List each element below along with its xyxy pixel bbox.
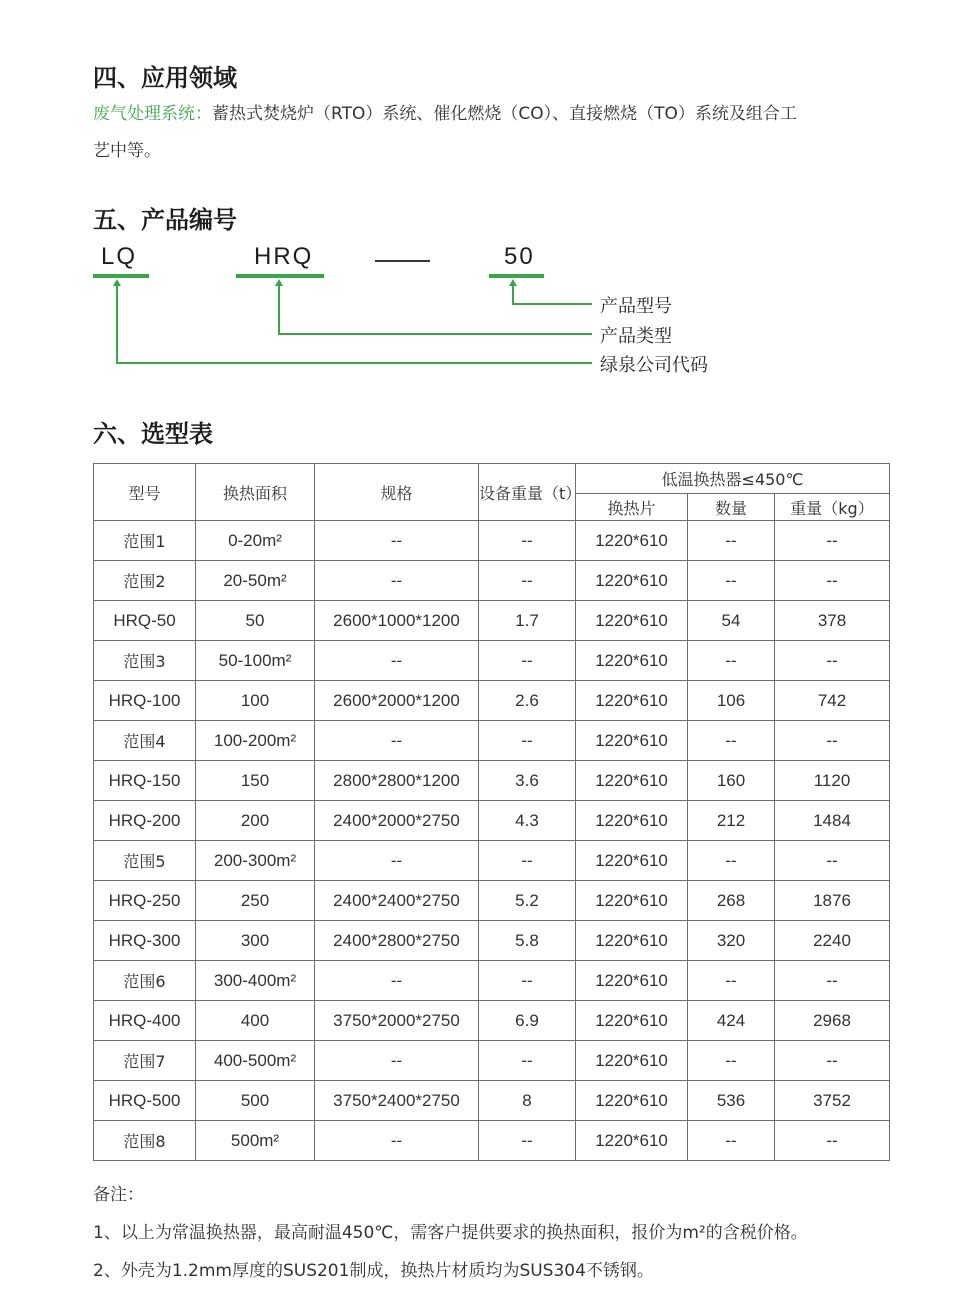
cell-weight: -- — [479, 841, 576, 881]
cell-model: HRQ-250 — [94, 881, 196, 921]
cell-weight: 6.9 — [479, 1001, 576, 1041]
cell-qty: -- — [688, 641, 775, 681]
cell-weight: 1.7 — [479, 601, 576, 641]
cell-spec: -- — [315, 1041, 479, 1081]
cell-area: 200 — [196, 801, 315, 841]
cell-weight: 5.2 — [479, 881, 576, 921]
cell-weight: -- — [479, 721, 576, 761]
code-part-company-underline — [93, 274, 149, 278]
cell-area: 500 — [196, 1081, 315, 1121]
cell-area: 20-50m² — [196, 561, 315, 601]
selection-table — [93, 463, 890, 1161]
cell-weight: 8 — [479, 1081, 576, 1121]
header-qty: 数量 — [688, 494, 775, 521]
cell-area: 250 — [196, 881, 315, 921]
cell-weight: -- — [479, 1041, 576, 1081]
cell-plate: 1220*610 — [576, 1041, 688, 1081]
cell-area: 300 — [196, 921, 315, 961]
table-row — [94, 521, 890, 561]
label-company-code: 绿泉公司代码 — [600, 355, 708, 376]
table-row — [94, 601, 890, 641]
table-row — [94, 921, 890, 961]
cell-plate: 1220*610 — [576, 561, 688, 601]
code-separator-dash — [375, 260, 430, 262]
cell-plate: 1220*610 — [576, 601, 688, 641]
cell-plate-weight: 1876 — [775, 881, 890, 921]
cell-qty: 54 — [688, 601, 775, 641]
cell-qty: 106 — [688, 681, 775, 721]
cell-qty: -- — [688, 1041, 775, 1081]
cell-weight: 5.8 — [479, 921, 576, 961]
cell-model: 范围5 — [94, 841, 196, 881]
cell-model: 范围4 — [94, 721, 196, 761]
cell-spec: -- — [315, 521, 479, 561]
cell-plate-weight: 2240 — [775, 921, 890, 961]
cell-weight: 4.3 — [479, 801, 576, 841]
section-6-title: 六、选型表 — [93, 420, 213, 448]
cell-area: 200-300m² — [196, 841, 315, 881]
connector-type-v — [278, 284, 280, 334]
table-row — [94, 1081, 890, 1121]
cell-plate-weight: -- — [775, 841, 890, 881]
header-low-temp-group: 低温换热器≤450℃ — [576, 464, 890, 494]
cell-weight: 3.6 — [479, 761, 576, 801]
cell-area: 0-20m² — [196, 521, 315, 561]
cell-plate-weight: -- — [775, 641, 890, 681]
cell-weight: -- — [479, 961, 576, 1001]
header-spec: 规格 — [315, 464, 479, 521]
header-weight: 设备重量（t） — [479, 464, 576, 521]
cell-area: 50-100m² — [196, 641, 315, 681]
cell-qty: 268 — [688, 881, 775, 921]
cell-plate: 1220*610 — [576, 1081, 688, 1121]
application-text-line1: 蓄热式焚烧炉（RTO）系统、催化燃烧（CO）、直接燃烧（TO）系统及组合工 — [212, 104, 797, 124]
table-row — [94, 881, 890, 921]
table-row — [94, 961, 890, 1001]
table-row — [94, 1121, 890, 1161]
table-row — [94, 561, 890, 601]
cell-spec: -- — [315, 641, 479, 681]
cell-qty: -- — [688, 961, 775, 1001]
cell-model: 范围2 — [94, 561, 196, 601]
label-product-model: 产品型号 — [600, 296, 672, 317]
cell-plate-weight: 1120 — [775, 761, 890, 801]
cell-area: 300-400m² — [196, 961, 315, 1001]
cell-plate: 1220*610 — [576, 1001, 688, 1041]
cell-plate-weight: 378 — [775, 601, 890, 641]
cell-plate-weight: -- — [775, 1121, 890, 1161]
cell-plate: 1220*610 — [576, 521, 688, 561]
cell-spec: -- — [315, 561, 479, 601]
cell-spec: -- — [315, 1121, 479, 1161]
cell-plate-weight: -- — [775, 721, 890, 761]
code-part-model: 50 — [504, 243, 535, 270]
cell-plate-weight: -- — [775, 1041, 890, 1081]
cell-area: 100-200m² — [196, 721, 315, 761]
cell-area: 400 — [196, 1001, 315, 1041]
table-body — [94, 521, 890, 1161]
cell-plate: 1220*610 — [576, 1121, 688, 1161]
waste-gas-label: 废气处理系统： — [93, 104, 212, 124]
section-5-title: 五、产品编号 — [93, 206, 237, 234]
header-plate-weight: 重量（kg） — [775, 494, 890, 521]
table-row — [94, 681, 890, 721]
cell-qty: -- — [688, 841, 775, 881]
cell-plate-weight: -- — [775, 521, 890, 561]
connector-model-h — [512, 303, 592, 305]
application-text-line2: 艺中等。 — [93, 141, 161, 161]
header-plate: 换热片 — [576, 494, 688, 521]
code-part-model-underline — [489, 274, 544, 278]
code-part-type-underline — [236, 274, 324, 278]
table-row — [94, 1041, 890, 1081]
code-part-company: LQ — [101, 243, 138, 270]
table-row — [94, 1001, 890, 1041]
cell-qty: -- — [688, 561, 775, 601]
cell-qty: 160 — [688, 761, 775, 801]
cell-area: 400-500m² — [196, 1041, 315, 1081]
cell-model: HRQ-150 — [94, 761, 196, 801]
header-area: 换热面积 — [196, 464, 315, 521]
section-4-title: 四、应用领域 — [93, 64, 237, 92]
cell-qty: -- — [688, 1121, 775, 1161]
cell-area: 50 — [196, 601, 315, 641]
table-row — [94, 801, 890, 841]
cell-area: 100 — [196, 681, 315, 721]
note-item-2: 2、外壳为1.2mm厚度的SUS201制成，换热片材质均为SUS304不锈钢。 — [93, 1261, 654, 1281]
cell-plate-weight: 742 — [775, 681, 890, 721]
cell-spec: 2400*2800*2750 — [315, 921, 479, 961]
connector-company-v — [116, 284, 118, 363]
cell-spec: -- — [315, 721, 479, 761]
cell-spec: 2600*2000*1200 — [315, 681, 479, 721]
cell-model: HRQ-400 — [94, 1001, 196, 1041]
label-product-type: 产品类型 — [600, 326, 672, 347]
cell-plate: 1220*610 — [576, 681, 688, 721]
note-item-1: 1、以上为常温换热器，最高耐温450℃，需客户提供要求的换热面积，报价为m²的含税价格。 — [93, 1223, 808, 1243]
cell-spec: -- — [315, 841, 479, 881]
cell-model: HRQ-300 — [94, 921, 196, 961]
cell-model: HRQ-50 — [94, 601, 196, 641]
cell-plate: 1220*610 — [576, 841, 688, 881]
cell-plate-weight: 2968 — [775, 1001, 890, 1041]
code-part-type: HRQ — [254, 243, 314, 270]
table-row — [94, 721, 890, 761]
connector-company-h — [116, 362, 592, 364]
cell-model: 范围1 — [94, 521, 196, 561]
cell-plate-weight: -- — [775, 961, 890, 1001]
cell-model: HRQ-100 — [94, 681, 196, 721]
cell-weight: -- — [479, 641, 576, 681]
cell-qty: -- — [688, 721, 775, 761]
cell-model: 范围3 — [94, 641, 196, 681]
cell-plate-weight: 3752 — [775, 1081, 890, 1121]
cell-plate: 1220*610 — [576, 961, 688, 1001]
cell-model: HRQ-200 — [94, 801, 196, 841]
cell-spec: 3750*2000*2750 — [315, 1001, 479, 1041]
cell-spec: -- — [315, 961, 479, 1001]
cell-model: 范围6 — [94, 961, 196, 1001]
cell-qty: 212 — [688, 801, 775, 841]
cell-spec: 3750*2400*2750 — [315, 1081, 479, 1121]
connector-model-v — [512, 284, 514, 304]
cell-spec: 2400*2400*2750 — [315, 881, 479, 921]
cell-spec: 2800*2800*1200 — [315, 761, 479, 801]
table-row — [94, 841, 890, 881]
cell-plate: 1220*610 — [576, 801, 688, 841]
cell-spec: 2600*1000*1200 — [315, 601, 479, 641]
cell-plate-weight: 1484 — [775, 801, 890, 841]
cell-model: 范围8 — [94, 1121, 196, 1161]
table-row — [94, 761, 890, 801]
cell-area: 150 — [196, 761, 315, 801]
cell-plate: 1220*610 — [576, 721, 688, 761]
cell-spec: 2400*2000*2750 — [315, 801, 479, 841]
cell-weight: -- — [479, 1121, 576, 1161]
cell-qty: -- — [688, 521, 775, 561]
cell-model: 范围7 — [94, 1041, 196, 1081]
cell-qty: 536 — [688, 1081, 775, 1121]
connector-type-h — [278, 333, 592, 335]
cell-plate: 1220*610 — [576, 641, 688, 681]
table-row — [94, 641, 890, 681]
section-4-paragraph — [93, 96, 893, 170]
cell-weight: -- — [479, 521, 576, 561]
cell-qty: 424 — [688, 1001, 775, 1041]
cell-plate-weight: -- — [775, 561, 890, 601]
cell-plate: 1220*610 — [576, 881, 688, 921]
cell-plate: 1220*610 — [576, 761, 688, 801]
cell-area: 500m² — [196, 1121, 315, 1161]
cell-plate: 1220*610 — [576, 921, 688, 961]
cell-weight: 2.6 — [479, 681, 576, 721]
cell-model: HRQ-500 — [94, 1081, 196, 1121]
cell-qty: 320 — [688, 921, 775, 961]
cell-weight: -- — [479, 561, 576, 601]
notes-title: 备注： — [93, 1185, 144, 1205]
header-model: 型号 — [94, 464, 196, 521]
